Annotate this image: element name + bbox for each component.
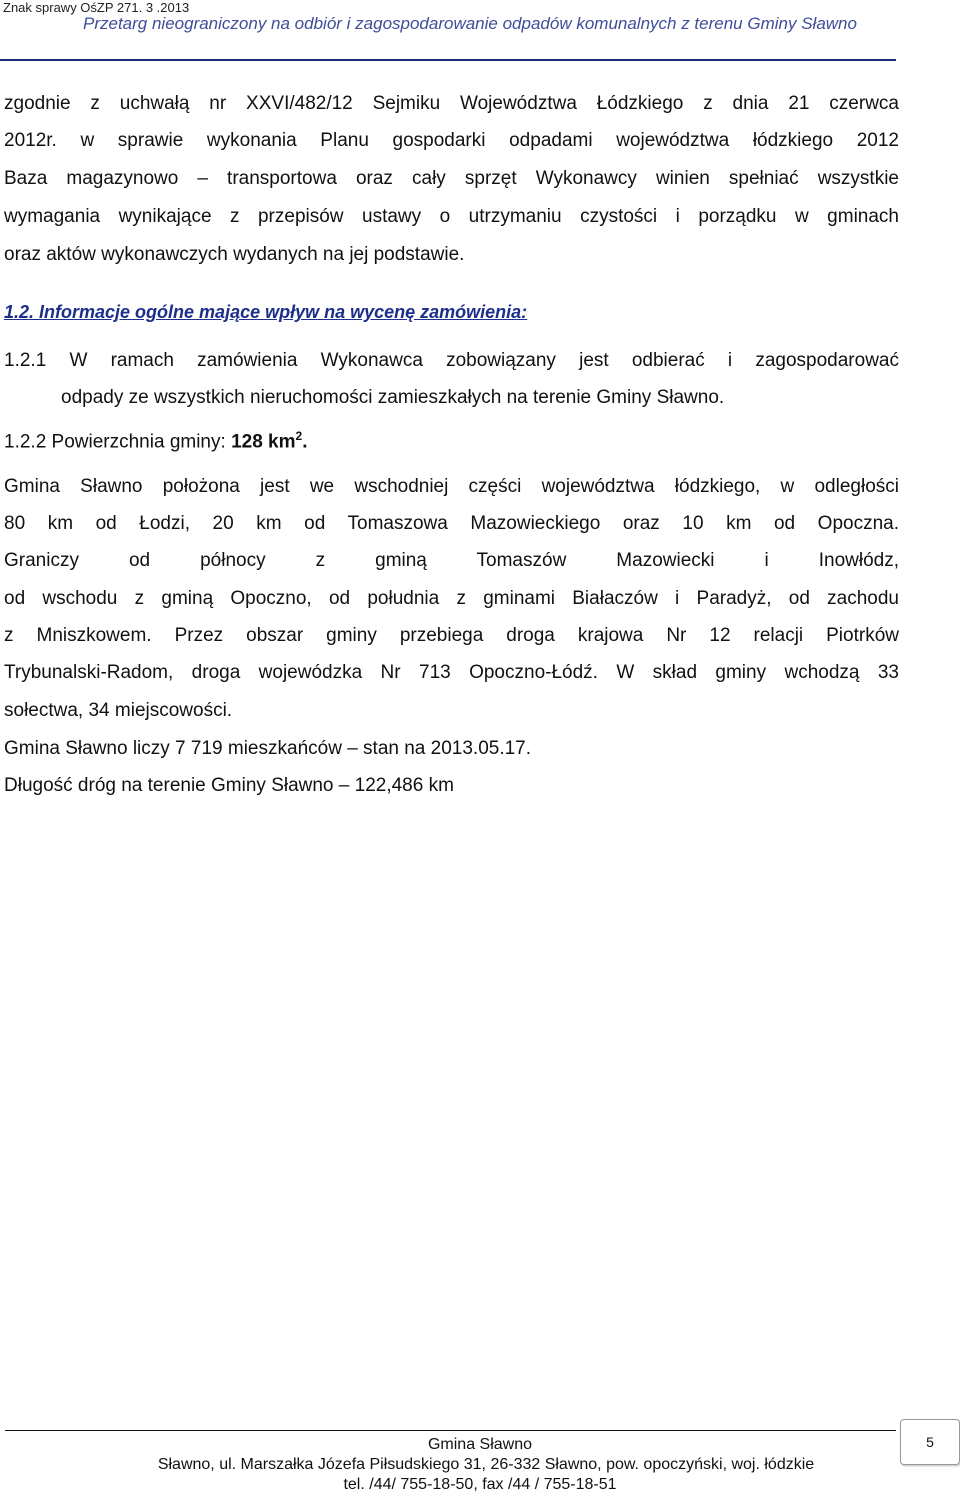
case-number: Znak sprawy OśZP 271. 3 .2013 — [3, 0, 190, 15]
footer-org: Gmina Sławno — [427, 1436, 533, 1453]
header-divider — [0, 59, 896, 61]
roads-line: Długość dróg na terenie Gminy Sławno – 122,486 km — [4, 775, 454, 796]
item-1-2-2 — [4, 423, 307, 455]
item-1-2-1: 1.2.1 W ramach zamówienia Wykonawca zobowiązany jest odbierać i zagospodarować — [4, 350, 899, 371]
para-line: sołectwa, 34 miejscowości. — [4, 700, 233, 721]
footer-address: Sławno, ul. Marszałka Józefa Piłsudskiego 31, 26-332 Sławno, pow. opoczyński, woj. łódzkie — [157, 1456, 815, 1473]
para-line: Trybunalski-Radom, droga wojewódzka Nr 713 Opoczno-Łódź. W skład gminy wchodzą 33 — [4, 662, 899, 683]
para-line: od wschodu z gminą Opoczno, od południa z gminami Białaczów i Paradyż, od zachodu — [4, 588, 899, 609]
para-line: 80 km od Łodzi, 20 km od Tomaszowa Mazowieckiego oraz 10 km od Opoczna. — [4, 513, 899, 534]
item-1-2-1-continued: odpady ze wszystkich nieruchomości zamieszkałych na terenie Gminy Sławno. — [61, 387, 725, 408]
para-line: z Mniszkowem. Przez obszar gminy przebiega droga krajowa Nr 12 relacji Piotrków — [4, 625, 899, 646]
section-heading: 1.2. Informacje ogólne mające wpływ na wycenę zamówienia: — [4, 302, 528, 322]
population-line: Gmina Sławno liczy 7 719 mieszkańców – stan na 2013.05.17. — [4, 738, 532, 759]
page-number: 5 — [900, 1419, 960, 1465]
para-line: Graniczy od północy z gminą Tomaszów Mazowiecki i Inowłódz, — [4, 550, 899, 571]
area-label: 1.2.2 Powierzchnia gminy: — [4, 431, 232, 453]
body-line: 2012r. w sprawie wykonania Planu gospodarki odpadami województwa łódzkiego 2012 — [4, 130, 899, 151]
area-end: . — [302, 431, 308, 453]
footer-divider — [5, 1430, 896, 1431]
body-line: wymagania wynikające z przepisów ustawy o utrzymaniu czystości i porządku w gminach — [4, 206, 899, 227]
para-line: Gmina Sławno położona jest we wschodniej części województwa łódzkiego, w odległości — [4, 476, 899, 497]
area-unit-exponent: 2 — [295, 429, 303, 443]
body-line: zgodnie z uchwałą nr XXVI/482/12 Sejmiku Województwa Łódzkiego z dnia 21 czerwca — [4, 93, 899, 114]
body-line: oraz aktów wykonawczych wydanych na jej podstawie. — [4, 244, 465, 265]
header-title: Przetarg nieograniczony na odbiór i zagospodarowanie odpadów komunalnych z terenu Gminy Sławno — [83, 14, 857, 33]
footer-contact: tel. /44/ 755-18-50, fax /44 / 755-18-51 — [343, 1476, 617, 1493]
area-value: 128 km — [231, 431, 296, 453]
body-line: Baza magazynowo – transportowa oraz cały sprzęt Wykonawcy winien spełniać wszystkie — [4, 168, 899, 189]
